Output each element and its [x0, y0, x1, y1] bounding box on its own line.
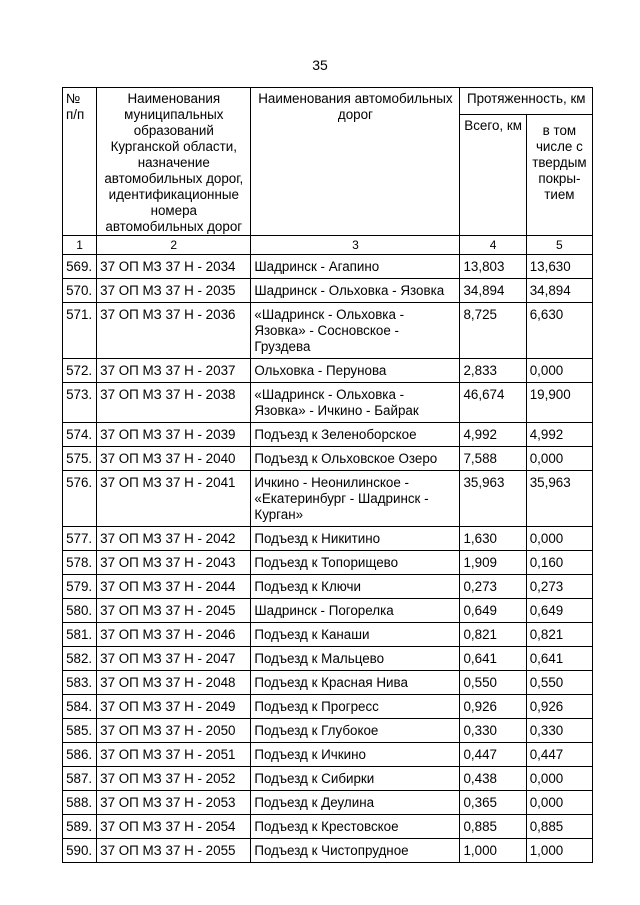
- length-total: 1,000: [460, 839, 526, 863]
- row-number: 576.: [63, 471, 97, 527]
- table-row: [63, 647, 593, 671]
- road-identifier: 37 ОП МЗ 37 Н - 2046: [97, 623, 251, 647]
- header-municipality-id: Наименования муниципальных образований Курганской области, назначение автомобильных дорог, идентификационные номера автомобильных дорог: [97, 88, 251, 236]
- road-identifier: 37 ОП МЗ 37 Н - 2043: [97, 551, 251, 575]
- table-row: [63, 383, 593, 423]
- length-total: 0,365: [460, 791, 526, 815]
- length-total: 0,641: [460, 647, 526, 671]
- table-row: [63, 623, 593, 647]
- length-total: 0,273: [460, 575, 526, 599]
- length-total: 0,550: [460, 671, 526, 695]
- row-number: 584.: [63, 695, 97, 719]
- column-number: 5: [526, 236, 592, 255]
- length-total: 1,630: [460, 527, 526, 551]
- length-hard-surface: 0,000: [526, 527, 592, 551]
- length-hard-surface: 0,000: [526, 359, 592, 383]
- road-name: Ольховка - Перунова: [251, 359, 460, 383]
- page-number: 35: [312, 57, 328, 73]
- table-row: [63, 447, 593, 471]
- road-identifier: 37 ОП МЗ 37 Н - 2049: [97, 695, 251, 719]
- road-identifier: 37 ОП МЗ 37 Н - 2034: [97, 255, 251, 279]
- road-identifier: 37 ОП МЗ 37 Н - 2052: [97, 767, 251, 791]
- table-row: [63, 767, 593, 791]
- road-name: Подъезд к Прогресс: [251, 695, 460, 719]
- length-hard-surface: 0,641: [526, 647, 592, 671]
- road-name: Шадринск - Агапино: [251, 255, 460, 279]
- road-name: Подъезд к Канаши: [251, 623, 460, 647]
- length-hard-surface: 0,000: [526, 767, 592, 791]
- header-length-group: Протяженность, км: [460, 88, 593, 115]
- column-number: 4: [460, 236, 526, 255]
- road-name: «Шадринск - Ольховка - Язовка» - Ичкино - Байрак: [251, 383, 460, 423]
- row-number: 589.: [63, 815, 97, 839]
- table-row: [63, 719, 593, 743]
- road-name: Подъезд к Крестовское: [251, 815, 460, 839]
- road-name: Подъезд к Топорищево: [251, 551, 460, 575]
- length-total: 4,992: [460, 423, 526, 447]
- row-number: 569.: [63, 255, 97, 279]
- header-length-hard-surface: в том числе с твердым покры-тием: [526, 114, 592, 235]
- roads-table: [62, 87, 593, 863]
- row-number: 581.: [63, 623, 97, 647]
- column-number: 3: [251, 236, 460, 255]
- road-identifier: 37 ОП МЗ 37 Н - 2039: [97, 423, 251, 447]
- length-total: 7,588: [460, 447, 526, 471]
- length-hard-surface: 0,160: [526, 551, 592, 575]
- road-name: Шадринск - Погорелка: [251, 599, 460, 623]
- length-hard-surface: 4,992: [526, 423, 592, 447]
- row-number: 588.: [63, 791, 97, 815]
- row-number: 577.: [63, 527, 97, 551]
- table-row: [63, 255, 593, 279]
- table-row: [63, 671, 593, 695]
- road-identifier: 37 ОП МЗ 37 Н - 2042: [97, 527, 251, 551]
- road-name: Подъезд к Деулина: [251, 791, 460, 815]
- table-row: [63, 575, 593, 599]
- length-hard-surface: 0,550: [526, 671, 592, 695]
- length-total: 0,438: [460, 767, 526, 791]
- length-hard-surface: 0,330: [526, 719, 592, 743]
- header-road-name: Наименования автомобильных дорог: [251, 88, 460, 236]
- length-total: 0,447: [460, 743, 526, 767]
- row-number: 570.: [63, 279, 97, 303]
- table-row: [63, 791, 593, 815]
- row-number: 582.: [63, 647, 97, 671]
- row-number: 580.: [63, 599, 97, 623]
- column-number: 2: [97, 236, 251, 255]
- length-total: 0,926: [460, 695, 526, 719]
- length-hard-surface: 0,885: [526, 815, 592, 839]
- row-number: 574.: [63, 423, 97, 447]
- road-name: Подъезд к Ольховское Озеро: [251, 447, 460, 471]
- row-number: 578.: [63, 551, 97, 575]
- length-hard-surface: 35,963: [526, 471, 592, 527]
- length-hard-surface: 13,630: [526, 255, 592, 279]
- road-name: Шадринск - Ольховка - Язовка: [251, 279, 460, 303]
- header-length-total: Всего, км: [460, 114, 526, 235]
- length-hard-surface: 0,000: [526, 447, 592, 471]
- header-index: № п/п: [63, 88, 97, 236]
- road-name: Подъезд к Красная Нива: [251, 671, 460, 695]
- road-name: Подъезд к Ичкино: [251, 743, 460, 767]
- road-identifier: 37 ОП МЗ 37 Н - 2040: [97, 447, 251, 471]
- length-hard-surface: 0,649: [526, 599, 592, 623]
- column-number: 1: [63, 236, 97, 255]
- table-row: [63, 815, 593, 839]
- road-identifier: 37 ОП МЗ 37 Н - 2048: [97, 671, 251, 695]
- length-total: 13,803: [460, 255, 526, 279]
- length-hard-surface: 0,821: [526, 623, 592, 647]
- road-identifier: 37 ОП МЗ 37 Н - 2045: [97, 599, 251, 623]
- row-number: 590.: [63, 839, 97, 863]
- length-hard-surface: 19,900: [526, 383, 592, 423]
- length-total: 46,674: [460, 383, 526, 423]
- road-name: «Шадринск - Ольховка - Язовка» - Сосновское - Груздева: [251, 303, 460, 359]
- length-hard-surface: 0,273: [526, 575, 592, 599]
- row-number: 587.: [63, 767, 97, 791]
- length-hard-surface: 0,926: [526, 695, 592, 719]
- road-identifier: 37 ОП МЗ 37 Н - 2038: [97, 383, 251, 423]
- table-row: [63, 599, 593, 623]
- table-row: [63, 471, 593, 527]
- table-row: [63, 279, 593, 303]
- road-name: Подъезд к Глубокое: [251, 719, 460, 743]
- length-total: 0,330: [460, 719, 526, 743]
- row-number: 579.: [63, 575, 97, 599]
- length-total: 1,909: [460, 551, 526, 575]
- road-identifier: 37 ОП МЗ 37 Н - 2035: [97, 279, 251, 303]
- row-number: 571.: [63, 303, 97, 359]
- length-hard-surface: 34,894: [526, 279, 592, 303]
- road-identifier: 37 ОП МЗ 37 Н - 2054: [97, 815, 251, 839]
- road-name: Подъезд к Никитино: [251, 527, 460, 551]
- road-identifier: 37 ОП МЗ 37 Н - 2051: [97, 743, 251, 767]
- road-name: Подъезд к Чистопрудное: [251, 839, 460, 863]
- length-total: 0,885: [460, 815, 526, 839]
- table-row: [63, 743, 593, 767]
- length-hard-surface: 1,000: [526, 839, 592, 863]
- row-number: 575.: [63, 447, 97, 471]
- row-number: 583.: [63, 671, 97, 695]
- road-name: Подъезд к Мальцево: [251, 647, 460, 671]
- road-name: Подъезд к Сибирки: [251, 767, 460, 791]
- row-number: 572.: [63, 359, 97, 383]
- length-hard-surface: 0,447: [526, 743, 592, 767]
- table-body: [63, 255, 593, 863]
- length-hard-surface: 0,000: [526, 791, 592, 815]
- road-identifier: 37 ОП МЗ 37 Н - 2053: [97, 791, 251, 815]
- road-name: Ичкино - Неонилинское - «Екатеринбург - Шадринск - Курган»: [251, 471, 460, 527]
- length-total: 34,894: [460, 279, 526, 303]
- road-identifier: 37 ОП МЗ 37 Н - 2047: [97, 647, 251, 671]
- row-number: 573.: [63, 383, 97, 423]
- table-row: [63, 695, 593, 719]
- road-name: Подъезд к Зеленоборское: [251, 423, 460, 447]
- road-identifier: 37 ОП МЗ 37 Н - 2041: [97, 471, 251, 527]
- table-row: [63, 527, 593, 551]
- length-total: 0,649: [460, 599, 526, 623]
- road-identifier: 37 ОП МЗ 37 Н - 2055: [97, 839, 251, 863]
- road-name: Подъезд к Ключи: [251, 575, 460, 599]
- table-row: [63, 423, 593, 447]
- length-hard-surface: 6,630: [526, 303, 592, 359]
- table-row: [63, 359, 593, 383]
- road-identifier: 37 ОП МЗ 37 Н - 2037: [97, 359, 251, 383]
- table-row: [63, 303, 593, 359]
- table-row: [63, 551, 593, 575]
- length-total: 8,725: [460, 303, 526, 359]
- length-total: 2,833: [460, 359, 526, 383]
- table-row: [63, 839, 593, 863]
- road-identifier: 37 ОП МЗ 37 Н - 2036: [97, 303, 251, 359]
- row-number: 586.: [63, 743, 97, 767]
- length-total: 35,963: [460, 471, 526, 527]
- road-identifier: 37 ОП МЗ 37 Н - 2050: [97, 719, 251, 743]
- row-number: 585.: [63, 719, 97, 743]
- road-identifier: 37 ОП МЗ 37 Н - 2044: [97, 575, 251, 599]
- length-total: 0,821: [460, 623, 526, 647]
